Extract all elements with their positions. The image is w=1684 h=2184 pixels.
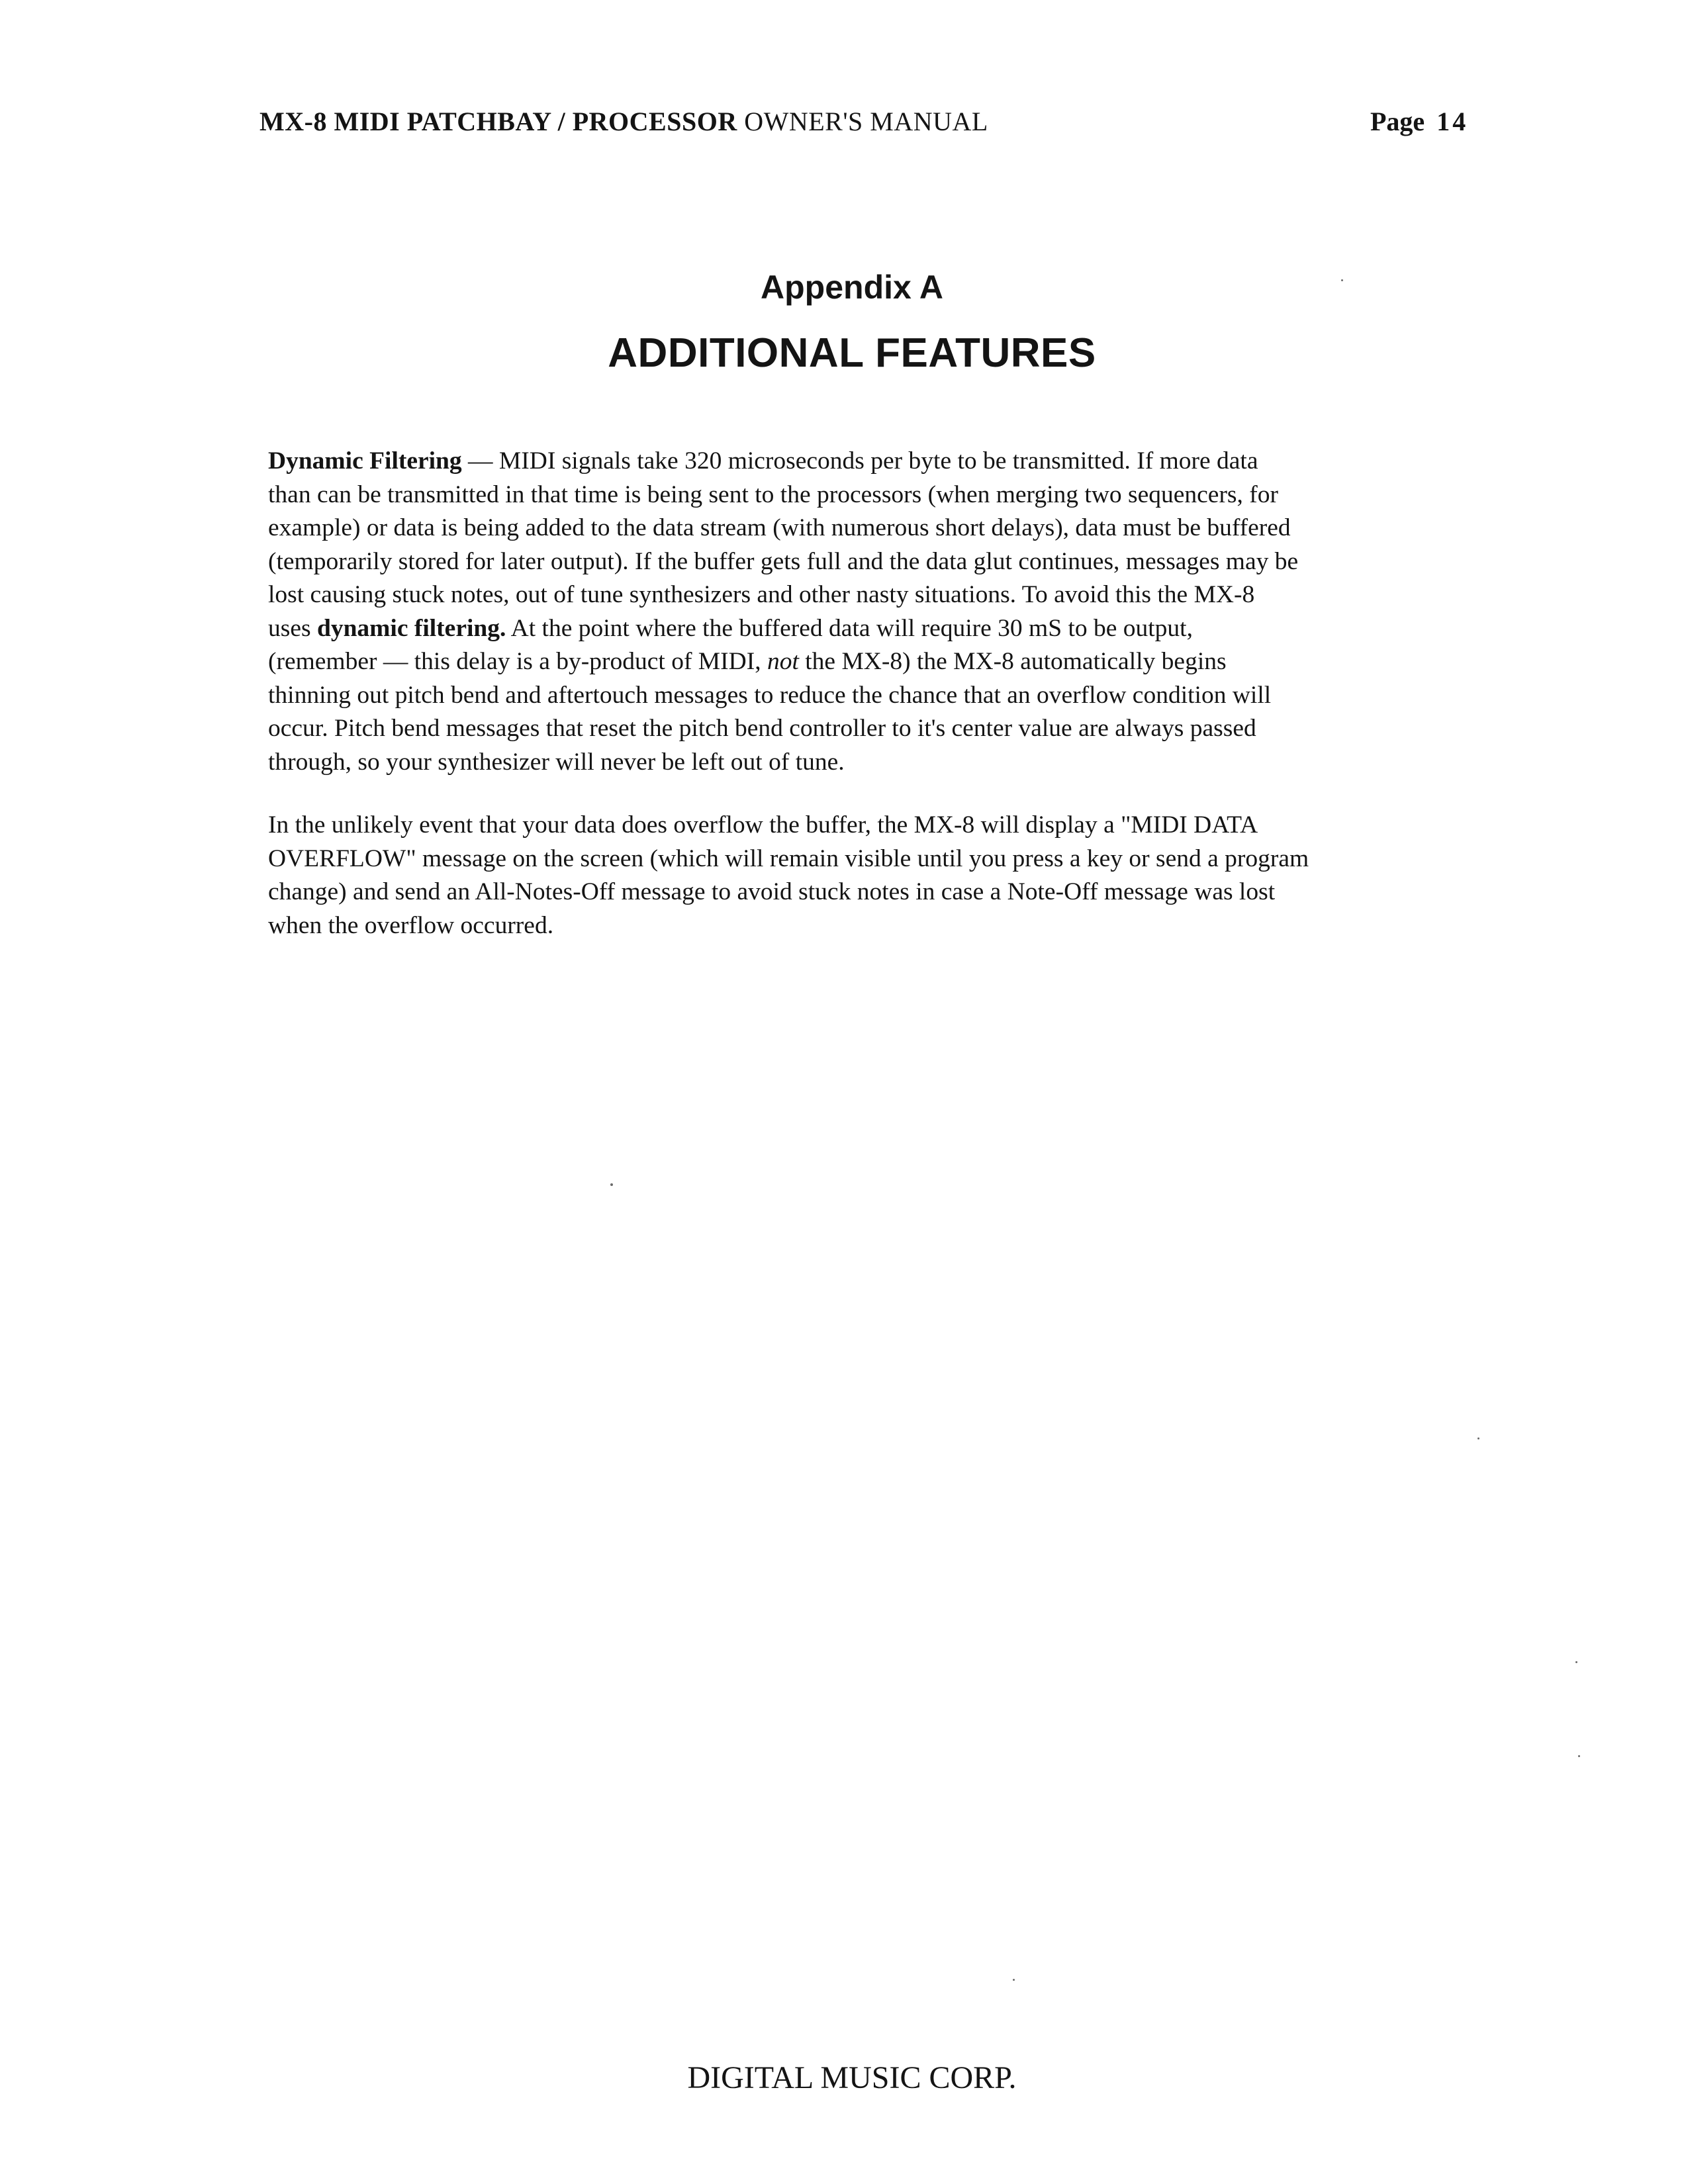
paragraph-line: OVERFLOW" message on the screen (which will remain visible until you press a key or send a program [268,844,1309,872]
page-number-header [1370,106,1468,137]
line-text: — MIDI signals take 320 microseconds per byte to be transmitted. If more data [461,447,1258,475]
paragraph-line [268,445,1446,478]
paragraph-line [268,645,1446,679]
scan-speck [610,1183,613,1186]
scan-speck [1013,1979,1015,1981]
scan-speck [1575,1661,1577,1663]
page-number: 14 [1436,107,1469,136]
manual-title-rest: OWNER'S MANUAL [737,107,988,136]
paragraph-line: In the unlikely event that your data does overflow the buffer, the MX-8 will display a "MIDI DATA [268,811,1258,839]
line-text: the MX-8) the MX-8 automatically begins [798,648,1227,675]
line-text: uses [268,614,317,642]
overflow-paragraph [268,809,1446,942]
dynamic-filtering-paragraph [268,445,1446,779]
section-title: ADDITIONAL FEATURES [608,330,1096,376]
line-text: (remember — this delay is a by-product of MIDI, [268,648,767,675]
scan-speck [1477,1437,1479,1439]
appendix-label: Appendix A [761,269,943,306]
paragraph-line: than can be transmitted in that time is being sent to the processors (when merging two sequencers, for [268,480,1279,508]
line-text: At the point where the buffered data will require 30 mS to be output, [506,614,1193,642]
footer-company: DIGITAL MUSIC CORP. [687,2060,1017,2095]
page-label: Page [1370,107,1425,136]
paragraph-line: change) and send an All-Notes-Off message to avoid stuck notes in case a Note-Off message was lost [268,878,1276,905]
paragraph-line: lost causing stuck notes, out of tune synthesizers and other nasty situations. To avoid this the MX-8 [268,581,1255,608]
dynamic-filtering-heading: Dynamic Filtering [268,447,462,475]
paragraph-line [268,612,1446,646]
dynamic-filtering-term: dynamic filtering. [316,614,506,642]
paragraph-line: thinning out pitch bend and aftertouch messages to reduce the chance that an overflow condition will [268,681,1272,709]
paragraph-line: when the overflow occurred. [268,911,554,939]
scan-speck [1341,279,1343,281]
paragraph-line: occur. Pitch bend messages that reset the pitch bend controller to it's center value are always passed [268,715,1256,742]
paragraph-line: (temporarily stored for later output). If the buffer gets full and the data glut continues, messages may be [268,547,1299,575]
paragraph-line: example) or data is being added to the data stream (with numerous short delays), data must be buffered [268,514,1291,541]
emphasis-not: not [767,648,799,675]
paragraph-line: through, so your synthesizer will never be left out of tune. [268,748,845,776]
scan-speck [1578,1755,1580,1757]
running-header-title [259,106,988,137]
manual-title-bold: MX-8 MIDI PATCHBAY / PROCESSOR [259,107,737,136]
